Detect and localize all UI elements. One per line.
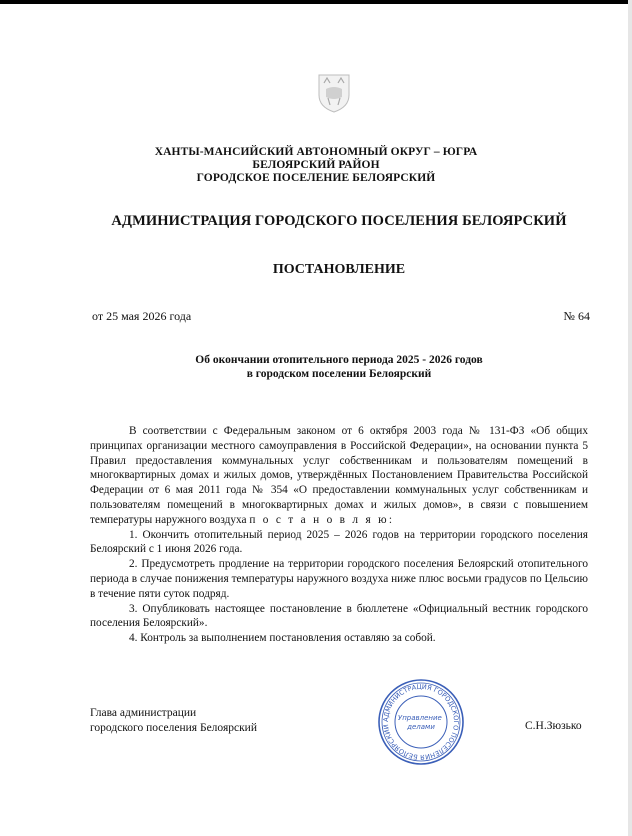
document-body <box>90 424 588 646</box>
coat-of-arms-icon <box>317 73 351 113</box>
position-line-1: Глава администрации <box>90 707 197 719</box>
official-stamp <box>377 678 465 766</box>
position-line-2: городского поселения Белоярский <box>90 722 257 734</box>
district-name: БЕЛОЯРСКИЙ РАЙОН <box>252 159 380 171</box>
subject-line-2: в городском поселении Белоярский <box>246 368 432 380</box>
administration-title: АДМИНИСТРАЦИЯ ГОРОДСКОГО ПОСЕЛЕНИЯ БЕЛОЯРСКИЙ <box>111 213 567 229</box>
document-number: № 64 <box>563 309 590 323</box>
item-3: 3. Опубликовать настоящее постановление в бюллетене «Официальный вестник городского поселения Белоярский». <box>90 602 588 630</box>
scan-top-border <box>0 0 632 4</box>
scan-right-border <box>628 0 632 836</box>
stamp-inner-text-2: делами <box>407 723 435 731</box>
signatory-name: С.Н.Зюзько <box>525 720 582 732</box>
signatory-position <box>90 706 257 736</box>
document-subject <box>0 353 632 381</box>
preamble-paragraph <box>90 424 588 528</box>
resolve-word: п о с т а н о в л я ю: <box>249 513 395 526</box>
svg-text:Управление делами <box>398 714 444 731</box>
item-1: 1. Окончить отопительный период 2025 – 2026 годов на территории городского поселения Белоярский с 1 июня 2026 года. <box>90 528 588 556</box>
stamp-ring-text: АДМИНИСТРАЦИЯ ГОРОДСКОГО ПОСЕЛЕНИЯ БЕЛОЯРСКИЙ <box>381 682 461 762</box>
preamble-text: В соответствии с Федеральным законом от 6 октября 2003 года № 131-ФЗ «Об общих принципах организации местного самоуправления в Российской Федерации», на основании пункта 5 Правил предоставления коммунальных услуг собственникам и пользователям помещений в многоквартирных домах и жилых домов, утверждённых Постановлением Правительства Российской Федерации от 6 мая 2011 года № 354 «О предоставлении коммунальных услуг собственникам и пользователям помещений в многоквартирных домах и жилых домов», в связи с повышением температуры наружного воздуха <box>90 425 588 526</box>
stamp-inner-text: Управление <box>397 714 442 722</box>
item-2: 2. Предусмотреть продление на территории городского поселения Белоярский отопительного периода в случае понижения температуры наружного воздуха ниже плюс восьми градусов по Цельсию в течение пяти суток подряд. <box>90 558 588 600</box>
document-type: ПОСТАНОВЛЕНИЕ <box>272 262 406 277</box>
region-name: ХАНТЫ-МАНСИЙСКИЙ АВТОНОМНЫЙ ОКРУГ – ЮГРА <box>154 146 478 158</box>
document-date: от 25 мая 2026 года <box>92 309 192 323</box>
subject-line-1: Об окончании отопительного периода 2025 - 2026 годов <box>195 354 483 366</box>
settlement-name: ГОРОДСКОЕ ПОСЕЛЕНИЕ БЕЛОЯРСКИЙ <box>196 172 436 184</box>
item-4: 4. Контроль за выполнением постановления оставляю за собой. <box>129 632 436 645</box>
